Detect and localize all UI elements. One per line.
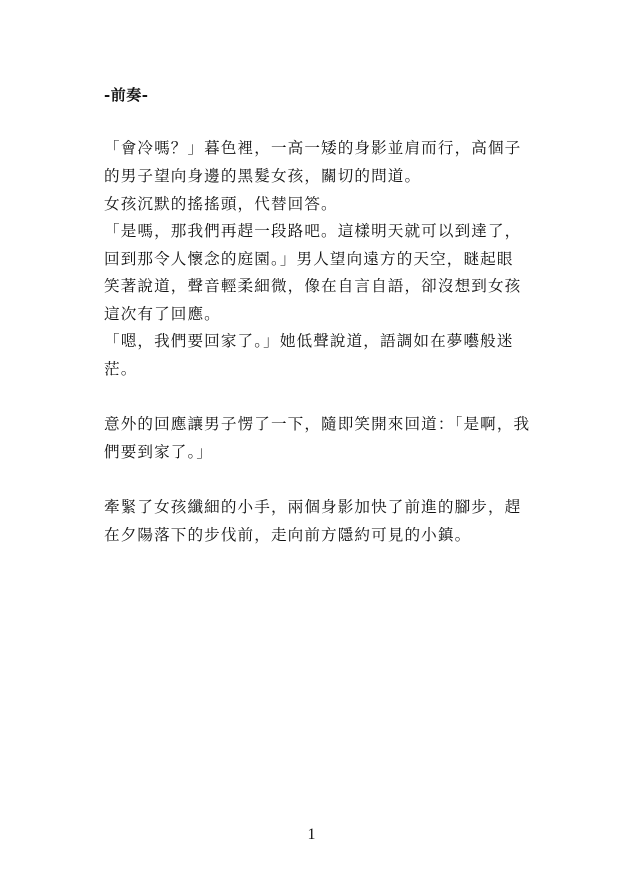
paragraph-line: 們要到家了。」	[104, 443, 214, 461]
paragraph-line: 「是嗎，那我們再趕一段路吧。這樣明天就可以到達了，	[104, 222, 522, 240]
paragraph-line: 牽緊了女孩纖細的小手，兩個身影加快了前進的腳步，趕	[104, 498, 522, 516]
paragraph-line: 「嗯，我們要回家了。」她低聲說道，語調如在夢囈般迷	[104, 332, 514, 350]
paragraph-line: 的男子望向身邊的黑髮女孩，關切的問道。	[104, 167, 422, 185]
page-number: 1	[307, 826, 316, 843]
paragraph-line: 「會冷嗎？」暮色裡，一高一矮的身影並肩而行，高個子	[104, 139, 522, 157]
paragraph-line: 這次有了回應。	[104, 305, 221, 323]
paragraph-line: 女孩沉默的搖搖頭，代替回答。	[104, 195, 338, 213]
paragraph-line: 意外的回應讓男子愣了一下，隨即笑開來回道：「是啊，我	[104, 415, 531, 433]
section-heading: -前奏-	[104, 86, 149, 104]
paragraph-line: 在夕陽落下的步伐前，走向前方隱約可見的小鎮。	[104, 526, 472, 544]
paragraph-line: 茫。	[104, 360, 138, 378]
paragraph-line: 回到那令人懷念的庭園。」男人望向遠方的天空，瞇起眼	[104, 250, 514, 268]
paragraph-line: 笑著說道，聲音輕柔細微，像在自言自語，卻沒想到女孩	[104, 277, 522, 295]
